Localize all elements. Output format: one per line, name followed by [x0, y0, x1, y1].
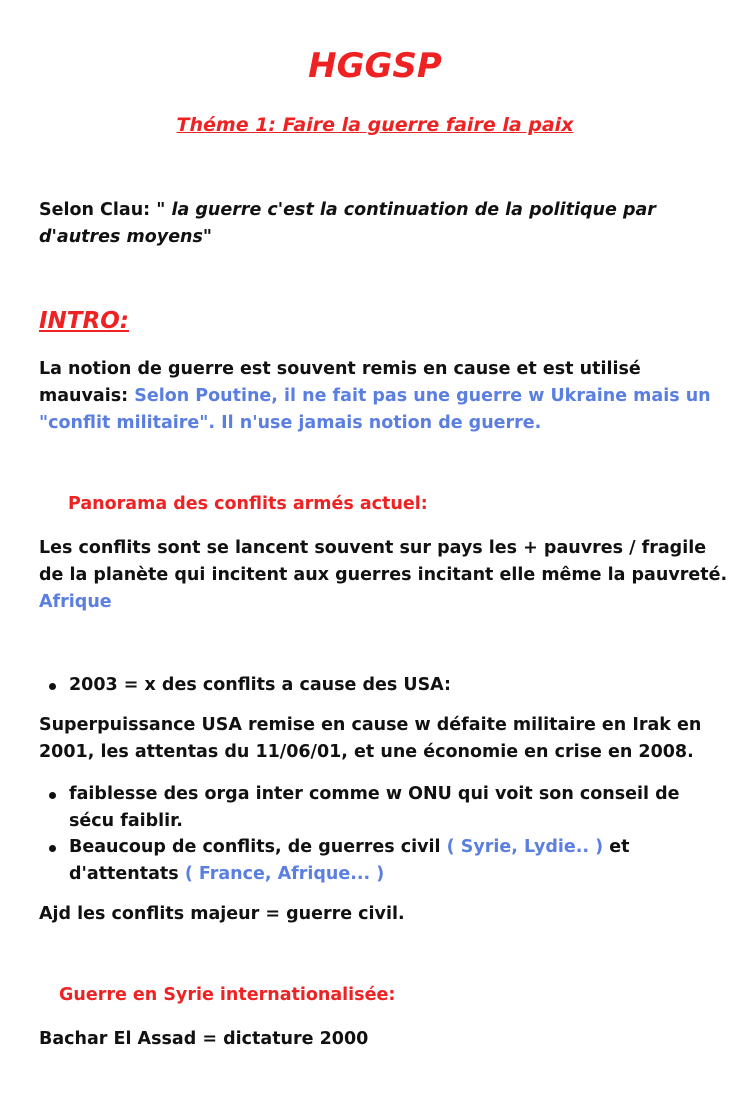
intro-heading: INTRO: [39, 308, 129, 334]
panorama-paragraph [39, 535, 729, 616]
bullet-dot [49, 845, 56, 852]
quote-text: " la guerre c'est la continuation de la politique par d'autres moyens" [39, 200, 656, 247]
bullet-beaucoup-prefix: Beaucoup de conflits, de guerres civil [69, 837, 447, 857]
bullet-beaucoup [48, 834, 728, 888]
clausewitz-quote [39, 197, 729, 251]
syrie-text: Bachar El Assad = dictature 2000 [39, 1029, 369, 1049]
bullet-faiblesse [48, 781, 728, 835]
bullet-beaucoup-mid: et d'attentats [69, 837, 630, 884]
panorama-highlight: Afrique [39, 592, 112, 612]
panorama-text: Les conflits sont se lancent souvent sur pays les + pauvres / fragile de la planète qui incitent aux guerres incitant elle même la pauvreté. [39, 538, 728, 585]
page-title: HGGSP [308, 46, 442, 86]
bullet-2003 [48, 672, 728, 699]
bullet-beaucoup-highlight-2: ( France, Afrique... ) [184, 864, 385, 884]
intro-paragraph [39, 356, 729, 437]
superpuissance-paragraph: Superpuissance USA remise en cause w défaite militaire en Irak en 2001, les attentas du 11/06/01, et une économie en crise en 2008. [39, 715, 702, 762]
bullet-beaucoup-highlight-1: ( Syrie, Lydie.. ) [446, 837, 610, 857]
syrie-heading: Guerre en Syrie internationalisée: [59, 985, 396, 1005]
bullet-dot [49, 792, 56, 799]
theme-subtitle: Théme 1: Faire la guerre faire la paix [176, 114, 574, 136]
intro-text: La notion de guerre est souvent remis en cause et est utilisé mauvais: [39, 359, 641, 406]
bullet-dot [49, 683, 56, 690]
bullet-faiblesse-text: faiblesse des orga inter comme w ONU qui voit son conseil de sécu faiblir. [69, 784, 680, 831]
intro-highlight: Selon Poutine, il ne fait pas une guerre w Ukraine mais un "conflit militaire". Il n'use jamais notion de guerre. [39, 386, 711, 433]
ajd-paragraph: Ajd les conflits majeur = guerre civil. [39, 904, 405, 924]
panorama-heading: Panorama des conflits armés actuel: [68, 494, 428, 514]
quote-prefix: Selon Clau: [39, 200, 157, 220]
bullet-2003-text: 2003 = x des conflits a cause des USA: [69, 675, 452, 695]
